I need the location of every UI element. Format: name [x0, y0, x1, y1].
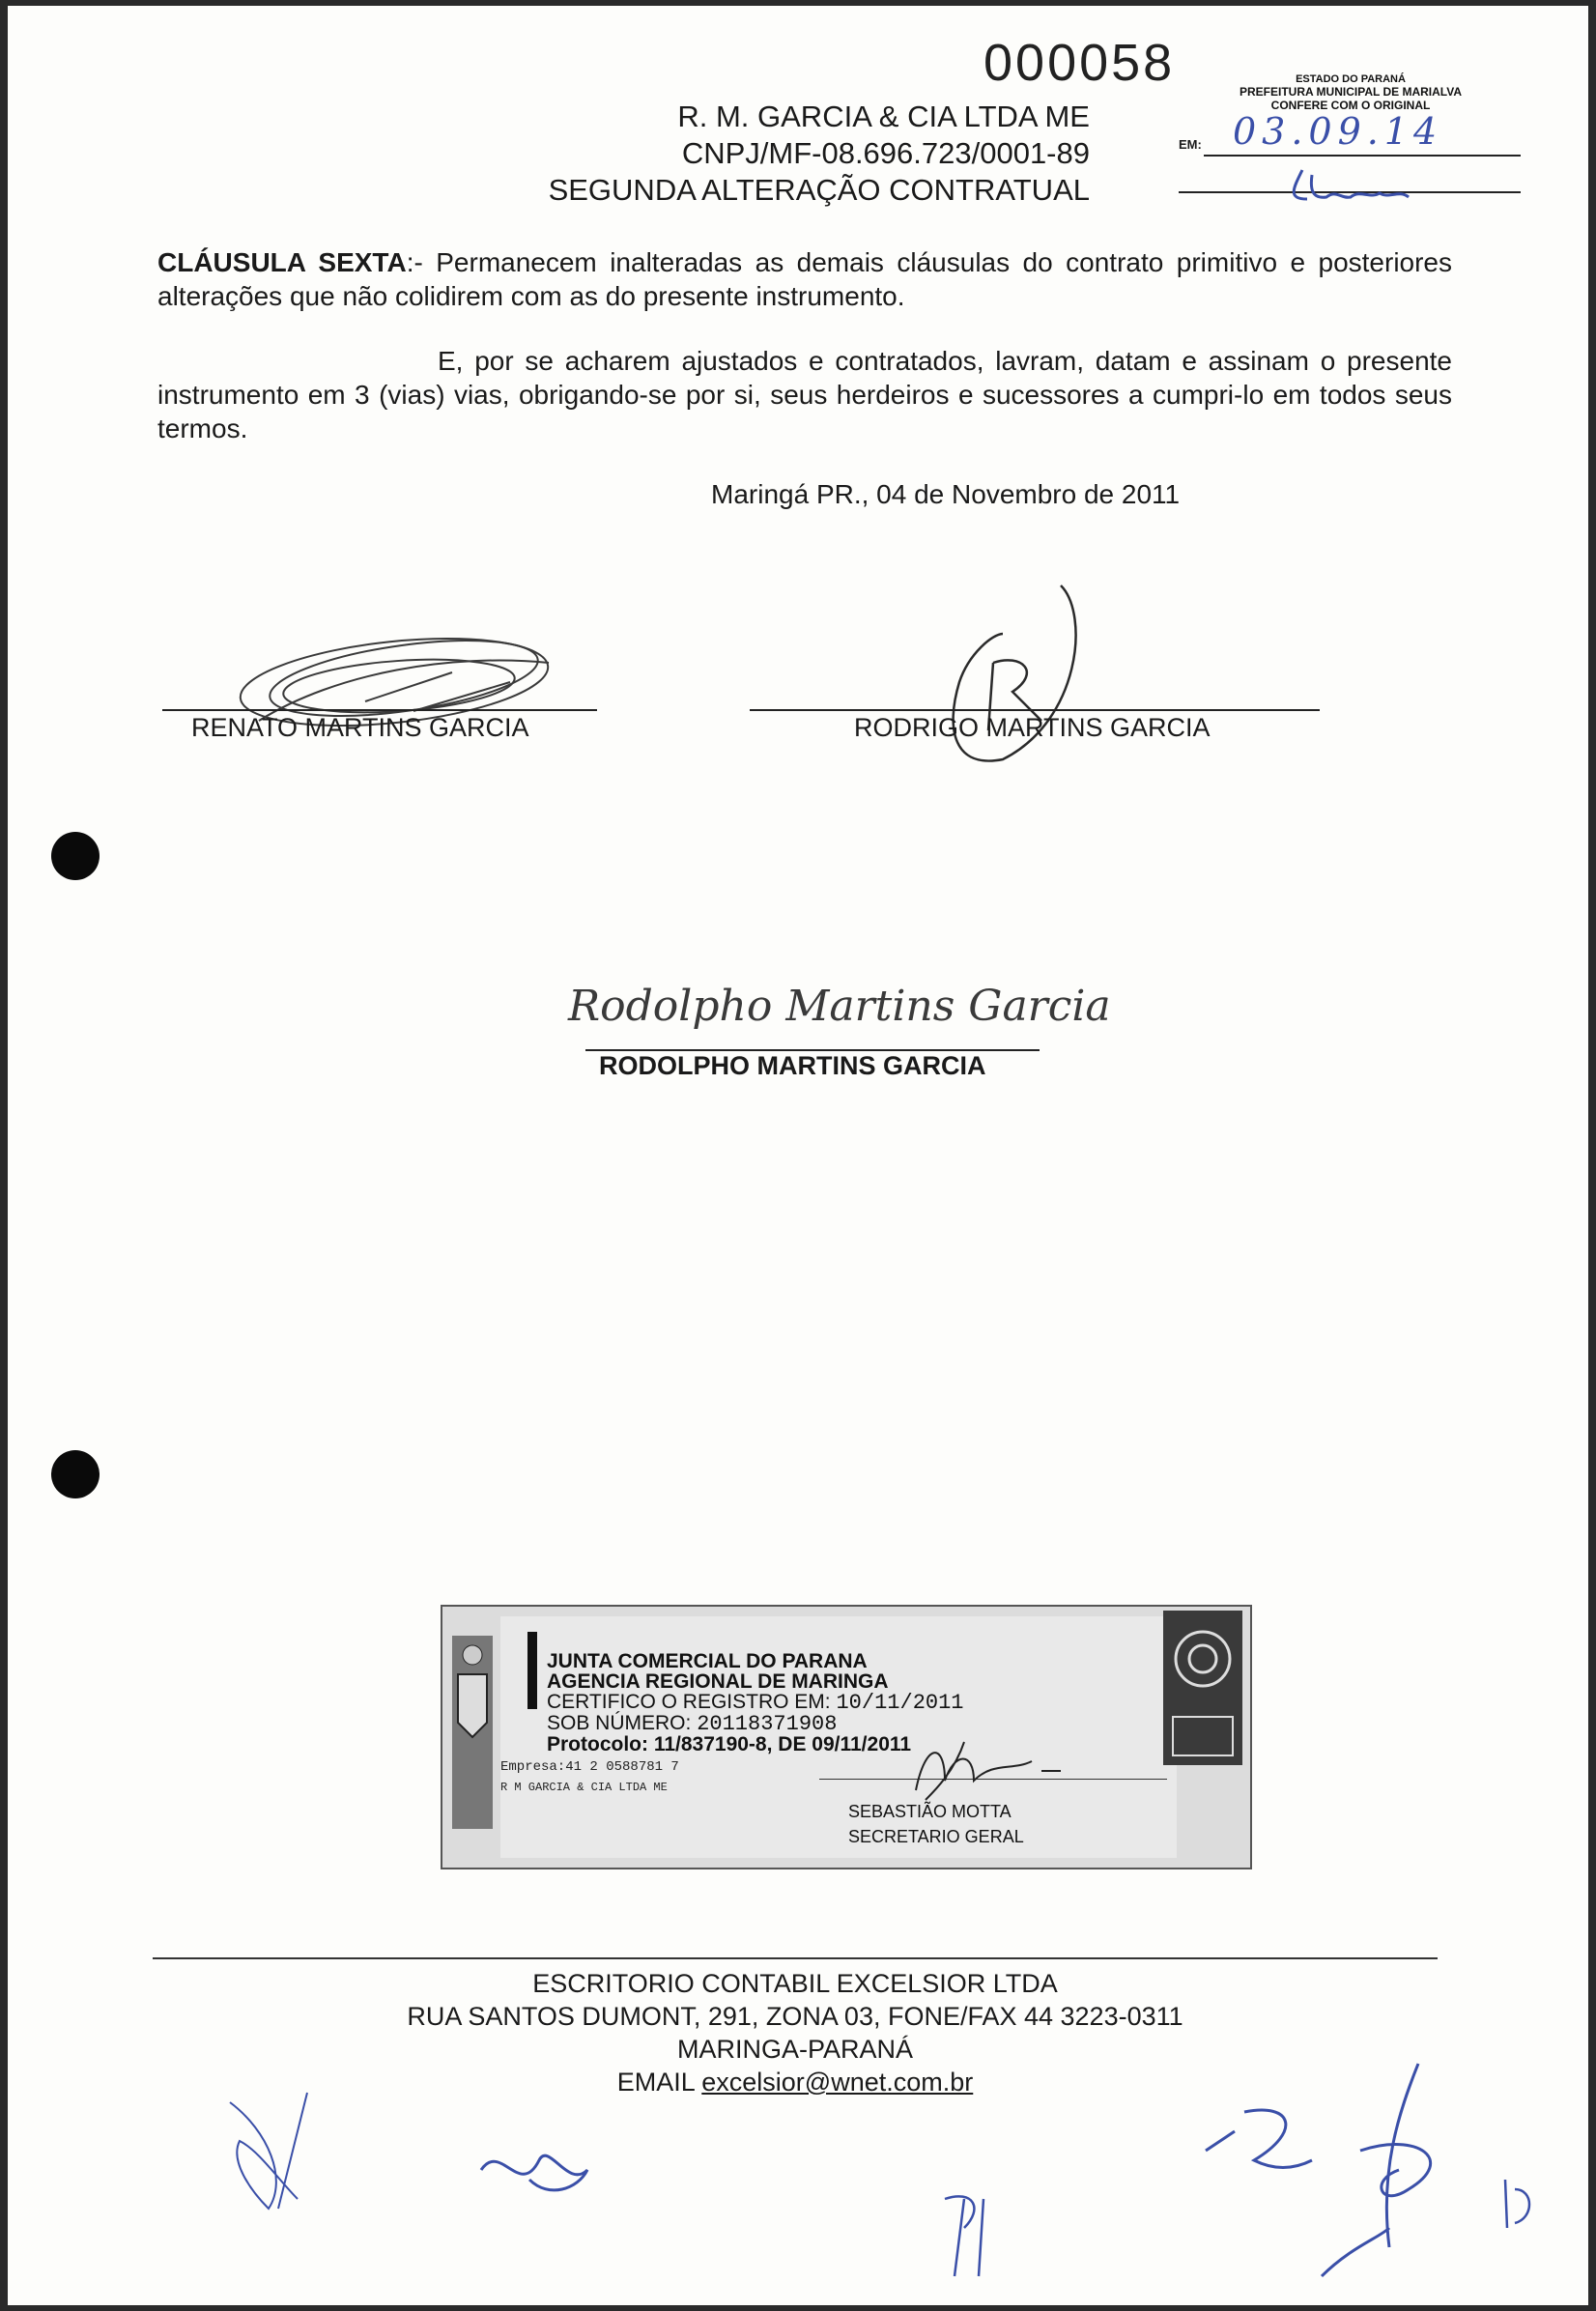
registry-stamp	[441, 1605, 1252, 1869]
signatory-rodrigo-name: RODRIGO MARTINS GARCIA	[854, 713, 1211, 742]
registry-agencia: AGENCIA REGIONAL DE MARINGA	[547, 1670, 889, 1693]
stamp-date-line	[1204, 155, 1521, 157]
registry-certifico	[547, 1692, 964, 1713]
clause-sixth	[157, 245, 1452, 313]
registry-company-id: Empresa:41 2 0588781 7	[500, 1759, 679, 1775]
stamp-date-label: EM:	[1179, 137, 1202, 152]
rubric-1-icon	[211, 2083, 317, 2218]
secretary-name: SEBASTIÃO MOTTA	[848, 1802, 1012, 1821]
signature-rodolpho-handwritten: Rodolpho Martins Garcia	[568, 982, 1111, 1031]
company-name: R. M. GARCIA & CIA LTDA ME	[677, 100, 1090, 133]
footer	[153, 1967, 1438, 2098]
registry-company-name: R M GARCIA & CIA LTDA ME	[500, 1781, 668, 1794]
coat-of-arms-icon	[448, 1616, 497, 1858]
registry-text	[547, 1651, 964, 1755]
clause-sixth-heading: CLÁUSULA SEXTA	[157, 247, 407, 277]
binding-hole-upper	[51, 832, 100, 880]
stamp-bar	[527, 1632, 537, 1709]
certify-label: CERTIFICO O REGISTRO EM:	[547, 1691, 831, 1713]
document-header	[510, 99, 1090, 209]
stamp-state: ESTADO DO PARANÁ	[1296, 73, 1406, 85]
signatory-renato-name: RENATO MARTINS GARCIA	[191, 713, 529, 742]
signature-rodrigo-icon	[916, 576, 1109, 779]
footer-address: RUA SANTOS DUMONT, 291, ZONA 03, FONE/FAX 44 3223-0311	[407, 2002, 1183, 2031]
footer-email[interactable]: excelsior@wnet.com.br	[701, 2068, 974, 2097]
registry-number: 20118371908	[697, 1712, 838, 1736]
rubric-5-icon	[1302, 2054, 1476, 2286]
registry-junta: JUNTA COMERCIAL DO PARANA	[547, 1650, 868, 1672]
binding-hole-lower	[51, 1450, 100, 1498]
document-title: SEGUNDA ALTERAÇÃO CONTRATUAL	[548, 173, 1090, 207]
footer-office: ESCRITORIO CONTABIL EXCELSIOR LTDA	[532, 1969, 1058, 1998]
registry-numero	[547, 1713, 964, 1734]
number-label: SOB NÚMERO:	[547, 1712, 692, 1734]
document-page	[8, 6, 1588, 2305]
place-date: Maringá PR., 04 de Novembro de 2011	[711, 479, 1181, 509]
clause-sixth-text: :- Permanecem inalteradas as demais cláusulas do contrato primitivo e posteriores alterações que não colidirem com as do presente instrumento.	[157, 247, 1453, 311]
company-cnpj: CNPJ/MF-08.696.723/0001-89	[681, 136, 1090, 170]
secretary-signature-icon	[906, 1732, 1080, 1800]
closing-clause	[157, 344, 1452, 445]
rubric-3-icon	[926, 2180, 1003, 2286]
ornament-icon	[1163, 1611, 1242, 1765]
stamp-confere: CONFERE COM O ORIGINAL	[1270, 99, 1431, 112]
footer-rule	[153, 1957, 1438, 1959]
registry-stamp-body	[500, 1616, 1177, 1858]
rubric-6-icon	[1496, 2170, 1544, 2238]
certification-stamp	[1186, 73, 1515, 112]
stamp-date-handwritten: 03.09.14	[1233, 110, 1443, 153]
rubric-2-icon	[471, 2131, 607, 2209]
footer-city: MARINGA-PARANÁ	[676, 2035, 914, 2064]
signature-line-renato	[162, 709, 597, 711]
certify-date: 10/11/2011	[836, 1691, 964, 1715]
signature-line-rodrigo	[750, 709, 1320, 711]
registry-protocol: Protocolo: 11/837190-8, DE 09/11/2011	[547, 1733, 912, 1755]
footer-email-label: EMAIL	[616, 2068, 695, 2097]
stamp-initials-icon	[1283, 160, 1418, 209]
closing-text: E, por se acharem ajustados e contratados, lavram, datam e assinam o presente instrumento em 3 (vias) vias, obrigando-se por si, seus herdeiros e sucessores a cumpri-lo em todos seus termos.	[157, 346, 1452, 443]
signatory-rodolpho-name: RODOLPHO MARTINS GARCIA	[599, 1051, 986, 1080]
secretary-title: SECRETARIO GERAL	[848, 1827, 1024, 1846]
stamp-prefecture: PREFEITURA MUNICIPAL DE MARIALVA	[1240, 85, 1462, 99]
document-number: 000058	[983, 34, 1176, 92]
